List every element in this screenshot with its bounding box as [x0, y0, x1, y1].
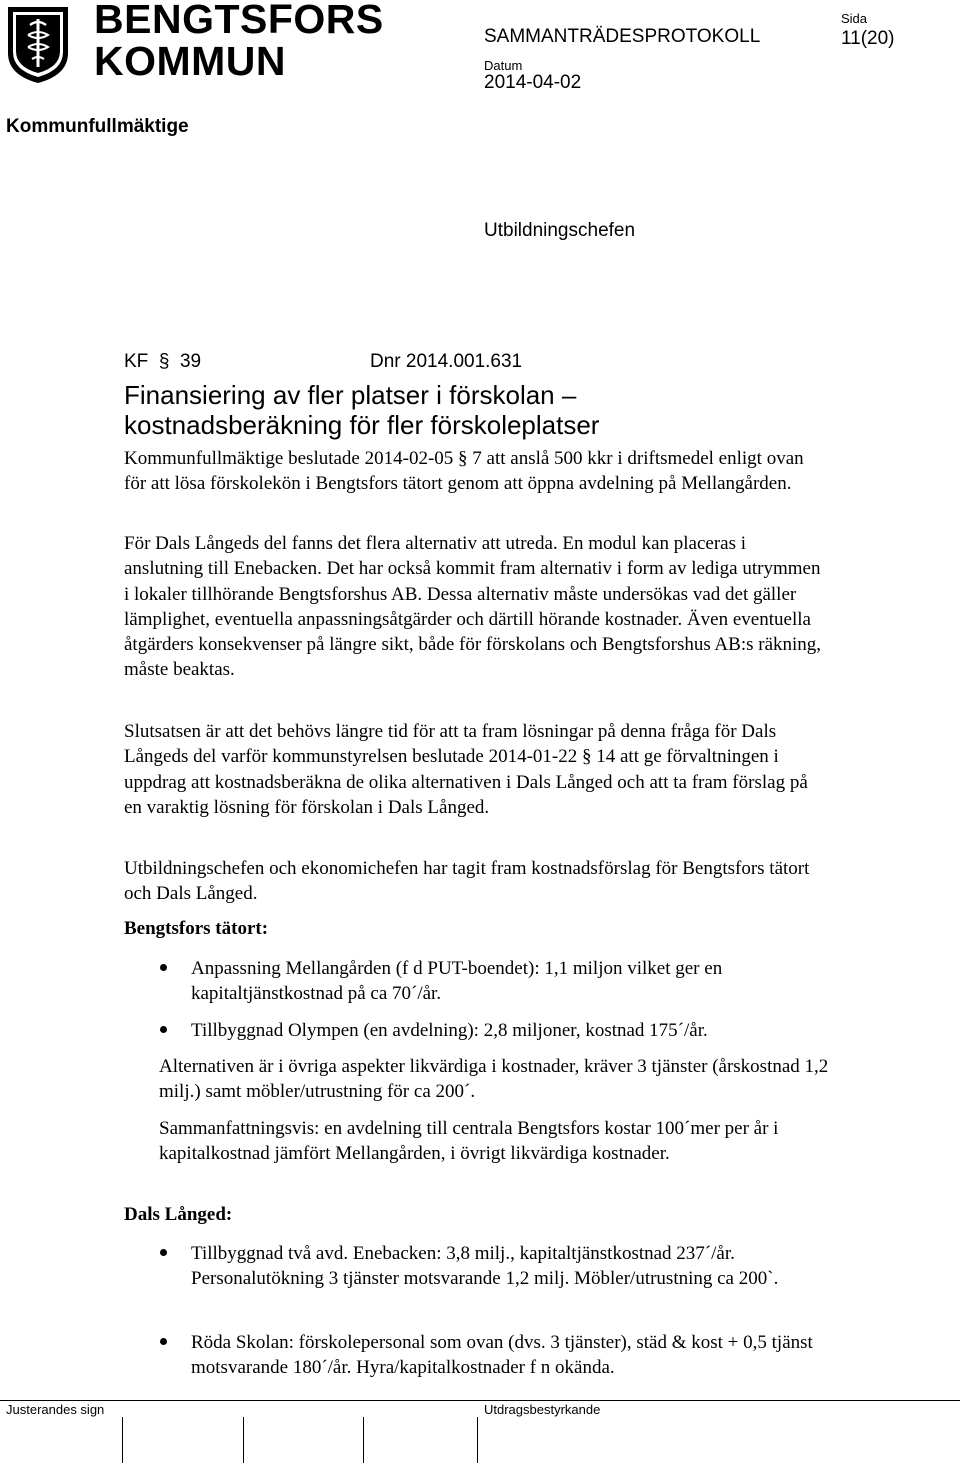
signature-label: Justerandes sign [6, 1402, 105, 1417]
signature-box-divider [243, 1417, 244, 1463]
paragraph-alternatives: Alternativen är i övriga aspekter likvärdiga i kostnader, kräver 3 tjänster (årskostnad 1,2 milj.) samt möbler/utrustning för ca 200´. [159, 1056, 829, 1103]
page-number: 11(20) [841, 28, 895, 49]
case-number [124, 351, 201, 373]
case-title-line-1: Finansiering av fler platser i förskolan – [124, 380, 577, 410]
case-prefix: KF [124, 351, 149, 372]
paragraph-summary: Sammanfattningsvis: en avdelning till centrala Bengtsfors kostar 100´mer per år i kapitalkostnad jämfört Mellangården, i övrigt likvärdiga kostnader. [159, 1118, 779, 1165]
signature-box-divider [363, 1417, 364, 1463]
signature-box-divider [477, 1417, 478, 1463]
organ-name: Kommunfullmäktige [6, 116, 189, 137]
coat-of-arms-icon [6, 5, 70, 85]
document-type: SAMMANTRÄDESPROTOKOLL [484, 26, 761, 47]
list-item: Tillbyggnad Olympen (en avdelning): 2,8 miljoner, kostnad 175´/år. [191, 1020, 708, 1041]
certification-label: Utdragsbestyrkande [484, 1402, 601, 1417]
recipient: Utbildningschefen [484, 220, 636, 241]
section-sign: § [158, 351, 170, 372]
case-title [124, 380, 824, 440]
bullet-icon [160, 1338, 167, 1345]
paragraph-decision-background: Kommunfullmäktige beslutade 2014-02-05 § 7 att anslå 500 kkr i driftsmedel enligt ovan för att lösa förskolekön i Bengtsfors tätort genom att öppna avdelning på Mellangården. [124, 448, 804, 495]
bullet-icon [160, 1026, 167, 1033]
date-value: 2014-04-02 [484, 72, 582, 93]
list-item: Tillbyggnad två avd. Enebacken: 3,8 milj., kapitaltjänstkostnad 237´/år. Personalutökning 3 tjänster motsvarande 1,2 milj. Möbler/utrustning ca 200`. [191, 1243, 779, 1290]
brand-line-2: KOMMUN [94, 38, 287, 84]
page-label: Sida [841, 11, 868, 26]
bullet-icon [160, 1249, 167, 1256]
footer-divider [0, 1400, 960, 1401]
heading-bengtsfors: Bengtsfors tätort: [124, 918, 269, 939]
case-title-line-2: kostnadsberäkning för fler förskoleplatser [124, 410, 600, 440]
paragraph-conclusion: Slutsatsen är att det behövs längre tid för att ta fram lösningar på denna fråga för Dals Långeds del varför kommunstyrelsen beslutade 2014-01-22 § 14 att ge förvaltningen i uppdrag att kostnadsberäkna de olika alternativen i Dals Långed och att ta fram förslag på en varaktig lösning för förskolan i Dals Långed. [124, 721, 808, 818]
diary-number: Dnr 2014.001.631 [370, 351, 523, 372]
bullet-icon [160, 964, 167, 971]
list-item: Anpassning Mellangården (f d PUT-boendet): 1,1 miljon vilket ger en kapitaltjänstkostnad på ca 70´/år. [191, 958, 723, 1005]
date-label: Datum [484, 58, 523, 73]
municipality-logo-text [94, 0, 384, 82]
signature-box-divider [122, 1417, 123, 1463]
list-item: Röda Skolan: förskolepersonal som ovan (dvs. 3 tjänster), städ & kost + 0,5 tjänst motsvarande 180´/år. Hyra/kapitalkostnader f n okända. [191, 1332, 813, 1379]
heading-dals-langed: Dals Långed: [124, 1204, 233, 1225]
paragraph-cost-proposals: Utbildningschefen och ekonomichefen har tagit fram kostnadsförslag för Bengtsfors tätort och Dals Långed. [124, 858, 810, 905]
brand-line-1: BENGTSFORS [94, 0, 384, 42]
case-section-number: 39 [179, 351, 202, 372]
paragraph-dals-langed-alternatives: För Dals Långeds del fanns det flera alternativ att utreda. En modul kan placeras i anslutning till Enebacken. Det har också kommit fram alternativ i form av lediga utrymmen i lokaler tillhörande Bengtsforshus AB. Dessa alternativ måste undersökas vad det gäller lämplighet, eventuella anpassningsåtgärder och därtill hörande kostnader. Även eventuella åtgärders konsekvenser på längre sikt, både för förskolans och Bengtsforshus AB:s räkning, måste beaktas. [124, 533, 822, 681]
